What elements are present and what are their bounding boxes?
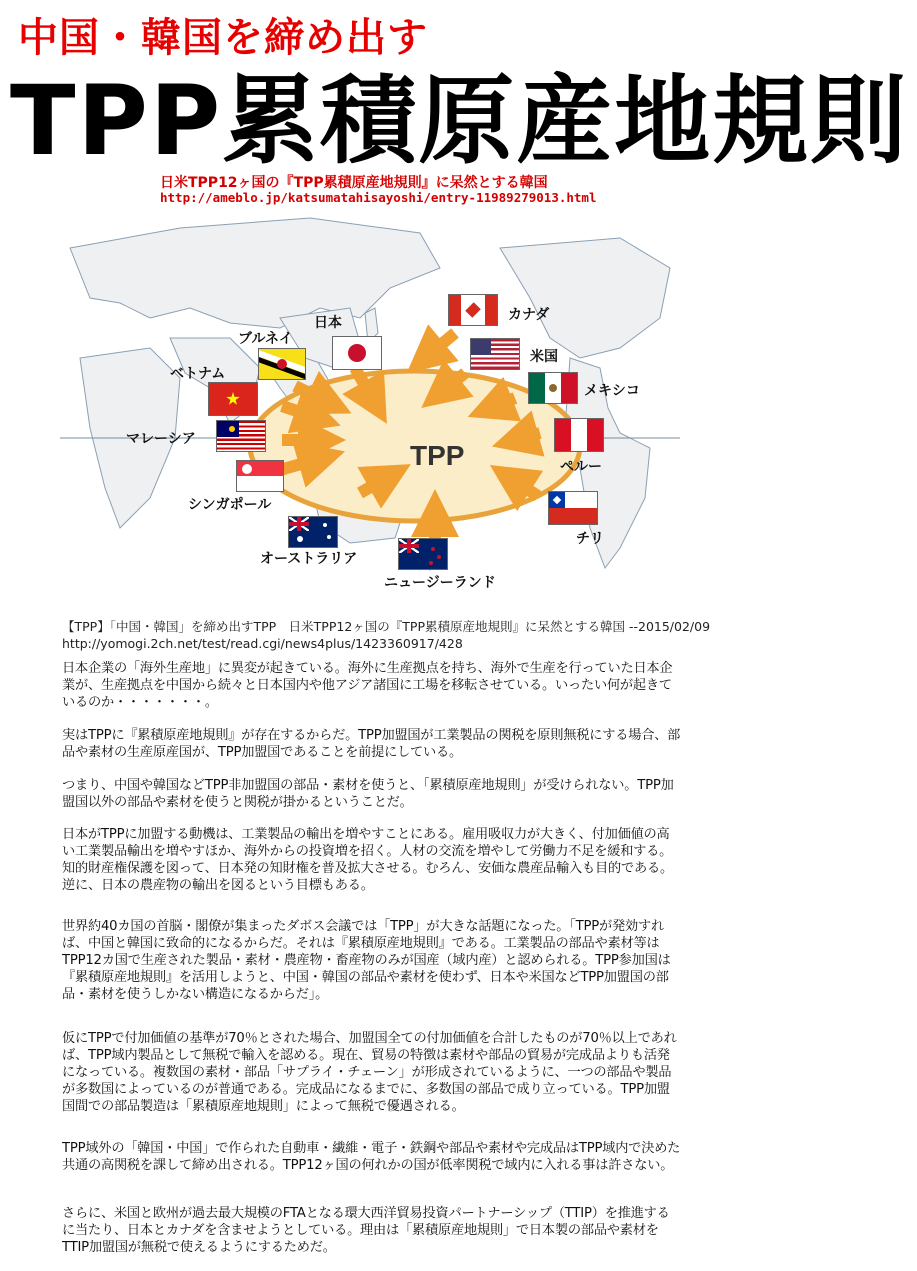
label-mexico: メキシコ xyxy=(584,383,640,399)
tpp-map xyxy=(60,208,680,598)
label-canada: カナダ xyxy=(508,307,550,323)
article-paragraph: 世界約40カ国の首脳・閣僚が集まったダボス会議では「TPP」が大きな話題になった。「TPPが発効すれば、中国と韓国に致命的になるからだ。それは『累積原産地規則』である。工業製品の部品や素材等はTPP12カ国で生産された製品・素材・農産物・畜産物のみが国産（域内産）と認められる。TPP参加国は『累積原産地規則』を活用しようと、中国・韓国の部品や素材を使わず、日本や米国などTPP加盟国の部品・素材を使うしかない構造になるからだ」。 xyxy=(62,919,671,1002)
australia-flag-icon xyxy=(288,516,338,548)
label-vietnam: ベトナム xyxy=(170,366,226,382)
usa-flag-icon xyxy=(470,338,520,370)
article-paragraph: さらに、米国と欧州が過去最大規模のFTAとなる環大西洋貿易投資パートナーシップ（TTIP）を推進するに当たり、日本とカナダを含ませようとしている。理由は「累積原産地規則」で日本製の部品や素材をTTIP加盟国が無税で使えるようにするためだ。 xyxy=(62,1206,670,1255)
label-singapore: シンガポール xyxy=(188,497,272,513)
peru-flag-icon xyxy=(554,418,604,452)
article-paragraph: 仮にTPPで付加価値の基準が70％とされた場合、加盟国全ての付加価値を合計したものが70％以上であれば、TPP域内製品として無税で輸入を認める。現在、貿易の特徴は素材や部品の貿易が完成品よりも活発になっている。複数国の素材・部品「サプライ・チェーン」が形成されているように、一つの部品や製品が多数国によっているのが普通である。完成品になるまでに、多数国の部品で成り立っている。TPP加盟国間での部品製造は「累積原産地規則」によって無税で優遇される。 xyxy=(62,1031,677,1114)
source-title: 日米TPP12ヶ国の『TPP累積原産地規則』に呆然とする韓国 xyxy=(160,175,548,191)
new-zealand-flag-icon xyxy=(398,538,448,570)
article-header: 【TPP】「中国・韓国」を締め出すTPP 日米TPP12ヶ国の『TPP累積原産地規則』に呆然とする韓国 --2015/02/09 xyxy=(62,619,711,634)
singapore-flag-icon xyxy=(236,460,284,492)
japan-flag-icon xyxy=(332,336,382,370)
label-brunei: ブルネイ xyxy=(238,331,293,347)
label-peru: ペルー xyxy=(560,459,602,475)
canada-flag-icon xyxy=(448,294,498,326)
article-paragraph: つまり、中国や韓国などTPP非加盟国の部品・素材を使うと、「累積原産地規則」が受けられない。TPP加盟国以外の部品や素材を使うと関税が掛かるということだ。 xyxy=(62,778,674,810)
page-title: TPP累積原産地規則 xyxy=(10,65,909,177)
page-subtitle: 中国・韓国を締め出す xyxy=(18,15,428,61)
mexico-flag-icon xyxy=(528,372,578,404)
label-japan: 日本 xyxy=(314,315,342,331)
article-paragraph: 実はTPPに『累積原産地規則』が存在するからだ。TPP加盟国が工業製品の関税を原則無税にする場合、部品や素材の生産原産国が、TPP加盟国であることを前提にしている。 xyxy=(62,728,681,760)
vietnam-flag-icon xyxy=(208,382,258,416)
label-usa: 米国 xyxy=(530,349,558,365)
article-paragraph: TPP域外の「韓国・中国」で作られた自動車・繊維・電子・鉄鋼や部品や素材や完成品はTPP域内で決めた共通の高関税を課して締め出される。TPP12ヶ国の何れかの国が低率関税で域内に入れる事は許さない。 xyxy=(62,1141,681,1173)
source-url[interactable]: http://ameblo.jp/katsumatahisayoshi/entry-11989279013.html xyxy=(160,190,597,205)
label-chile: チリ xyxy=(576,531,604,547)
label-new-zealand: ニュージーランド xyxy=(384,575,496,591)
article-url[interactable]: http://yomogi.2ch.net/test/read.cgi/news4plus/1423360917/428 xyxy=(62,636,463,651)
tpp-center-label: TPP xyxy=(410,440,465,471)
label-malaysia: マレーシア xyxy=(126,431,196,447)
label-australia: オーストラリア xyxy=(260,551,358,567)
article-paragraph: 日本がTPPに加盟する動機は、工業製品の輸出を増やすことにある。雇用吸収力が大きく、付加価値の高い工業製品輸出を増やすほか、海外からの投資増を招く。人材の交流を増やして労働力不足を緩和する。知的財産権保護を図って、日本発の知財権を普及拡大させる。むろん、安価な農産品輸入も目的である。逆に、日本の農産物の輸出を図るという目標もある。 xyxy=(62,827,673,893)
article-paragraph: 日本企業の「海外生産地」に異変が起きている。海外に生産拠点を持ち、海外で生産を行っていた日本企業が、生産拠点を中国から続々と日本国内や他アジア諸国に工場を移転させている。いったい何が起きているのか・・・・・・・。 xyxy=(62,661,673,710)
chile-flag-icon xyxy=(548,491,598,525)
malaysia-flag-icon xyxy=(216,420,266,452)
brunei-flag-icon xyxy=(258,348,306,380)
